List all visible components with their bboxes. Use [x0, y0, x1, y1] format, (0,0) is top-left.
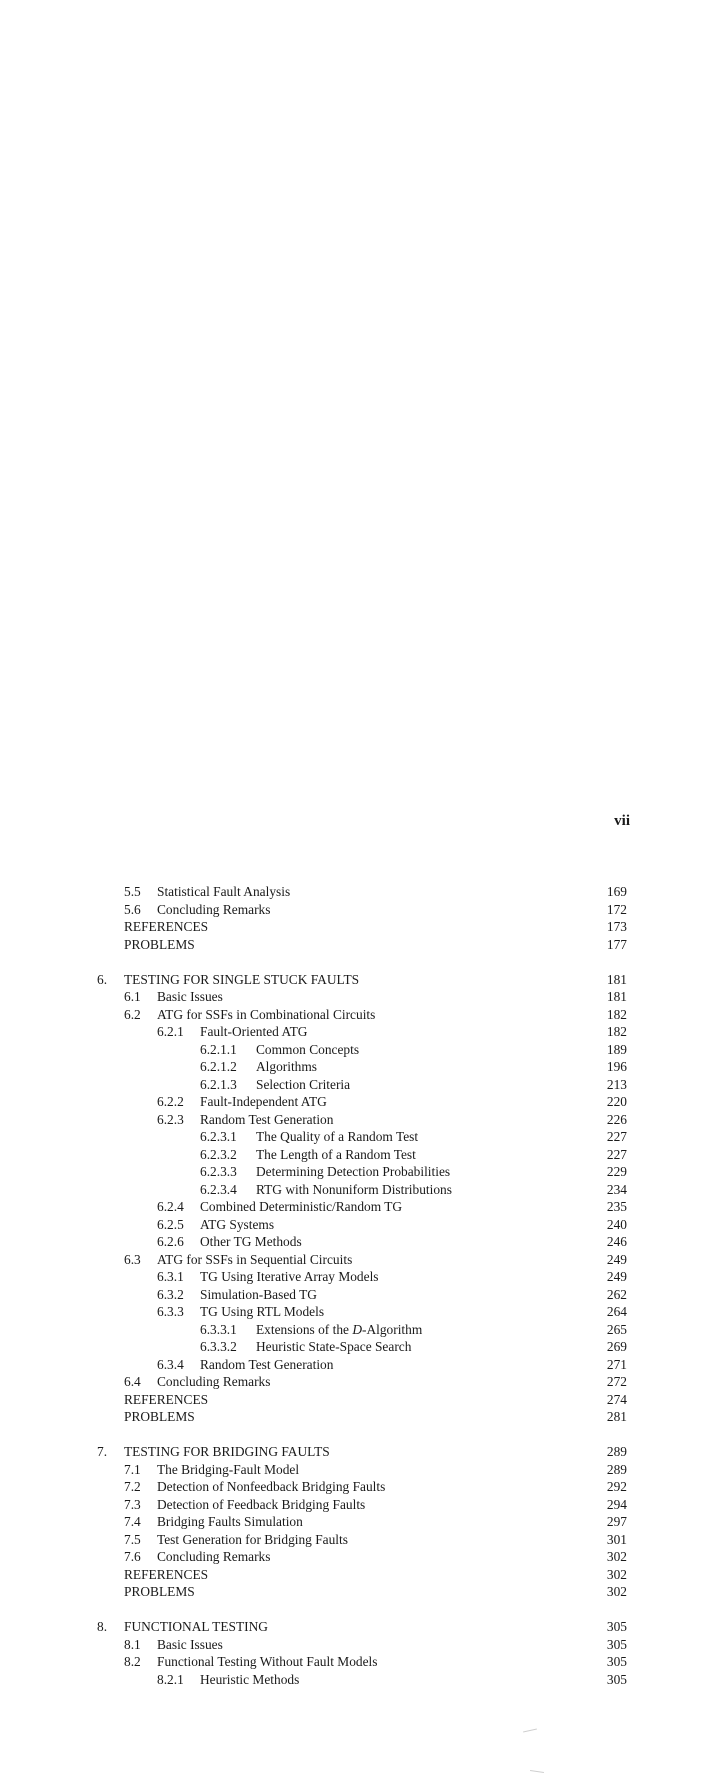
toc-entry-title: TG Using RTL Models [200, 1304, 325, 1319]
toc-entry-number: 6.2.2 [157, 1094, 184, 1109]
toc-entry-page: 305 [606, 1619, 627, 1634]
toc-entry [0, 936, 715, 954]
toc-entry-title: Other TG Methods [200, 1234, 302, 1249]
toc-entry-title: Test Generation for Bridging Faults [157, 1531, 348, 1547]
toc-entry-number: 6.3.1 [157, 1269, 184, 1284]
toc-entry [0, 1181, 715, 1199]
toc-entry-number: 7.2 [124, 1479, 141, 1494]
toc-entry-title: Detection of Nonfeedback Bridging Faults [157, 1479, 386, 1494]
toc-entry [0, 1321, 715, 1339]
toc-entry-title: Random Test Generation [200, 1111, 334, 1127]
toc-entry [0, 918, 715, 936]
toc-entry-title: Simulation-Based TG [200, 1286, 317, 1302]
toc-entry-title: Fault-Oriented ATG [200, 1024, 308, 1039]
toc-entry-number: 6.3.4 [157, 1356, 184, 1372]
toc-entry-number: 6.1 [124, 989, 141, 1004]
toc-entry [0, 1548, 715, 1566]
toc-entry-number: 5.5 [124, 884, 141, 899]
toc-entry-title: Basic Issues [157, 989, 223, 1004]
toc-entry-title: REFERENCES [124, 1391, 209, 1407]
toc-entry-title: Extensions of the D-Algorithm [256, 1321, 423, 1337]
toc-entry [0, 1093, 715, 1111]
toc-entry [0, 1146, 715, 1164]
toc-entry-title: Statistical Fault Analysis [157, 884, 291, 899]
toc-entry-page: 213 [606, 1076, 627, 1092]
toc-entry [0, 901, 715, 919]
toc-entry [0, 883, 715, 901]
toc-entry-page: 189 [606, 1041, 627, 1057]
toc-entry-number: 6.2 [124, 1006, 141, 1022]
toc-entry-number: 6.2.1.1 [200, 1041, 237, 1057]
toc-entry [0, 1041, 715, 1059]
toc-entry [0, 1303, 715, 1321]
toc-entry-number: 6.2.1 [157, 1024, 184, 1039]
toc-entry-number: 7. [97, 1444, 108, 1459]
toc-entry-number: 7.6 [124, 1549, 141, 1564]
toc-entry-page: 281 [606, 1409, 627, 1424]
toc-entry-title: Heuristic State-Space Search [256, 1339, 412, 1354]
scan-mark [523, 1729, 537, 1733]
toc-entry-title: Basic Issues [157, 1636, 223, 1652]
toc-entry-page: 172 [606, 901, 627, 917]
toc-entry [0, 1006, 715, 1024]
toc-entry [0, 1531, 715, 1549]
toc-entry-number: 8. [97, 1619, 108, 1634]
toc-entry-title: REFERENCES [124, 919, 209, 934]
toc-entry [0, 1251, 715, 1269]
toc-entry-title: Algorithms [256, 1059, 318, 1074]
toc-entry-title: Selection Criteria [256, 1076, 351, 1092]
toc-entry [0, 971, 715, 989]
toc-entry-title: Bridging Faults Simulation [157, 1514, 303, 1529]
toc-entry-title: PROBLEMS [124, 936, 195, 952]
toc-entry [0, 1443, 715, 1461]
toc-entry-page: 271 [606, 1356, 627, 1372]
toc-entry-page: 249 [606, 1251, 627, 1267]
toc-entry-number: 6.2.1.2 [200, 1059, 237, 1074]
toc-entry [0, 1566, 715, 1584]
toc-entry-title: Common Concepts [256, 1041, 360, 1057]
toc-entry-title: The Quality of a Random Test [256, 1129, 419, 1144]
toc-entry-number: 6.3.3.1 [200, 1321, 237, 1337]
toc-entry [0, 1163, 715, 1181]
toc-entry-number: 6.3.3.2 [200, 1339, 237, 1354]
toc-entry-number: 6.2.3.4 [200, 1181, 237, 1197]
toc-entry [0, 1058, 715, 1076]
toc-entry [0, 1671, 715, 1689]
toc-entry-page: 269 [606, 1339, 627, 1354]
toc-entry-page: 302 [606, 1584, 627, 1599]
toc-entry-number: 8.2 [124, 1654, 141, 1669]
toc-entry-number: 7.5 [124, 1531, 141, 1547]
toc-entry [0, 1286, 715, 1304]
toc-entry-page: 292 [606, 1479, 627, 1494]
toc-entry-title: Functional Testing Without Fault Models [157, 1654, 378, 1669]
toc-entry-page: 234 [606, 1181, 627, 1197]
scan-mark [530, 1770, 544, 1773]
toc-entry-page: 305 [606, 1636, 627, 1652]
toc-entry [0, 1653, 715, 1671]
toc-entry-title: Concluding Remarks [157, 1374, 271, 1389]
toc-entry-page: 173 [606, 919, 627, 934]
toc-entry-page: 301 [606, 1531, 627, 1547]
toc-entry-number: 6.3 [124, 1251, 141, 1267]
toc-entry-title: Detection of Feedback Bridging Faults [157, 1496, 366, 1512]
toc-entry [0, 1216, 715, 1234]
toc-entry-number: 6.2.5 [157, 1216, 184, 1232]
toc-entry-page: 229 [606, 1164, 627, 1179]
toc-entry-page: 177 [606, 936, 627, 952]
toc-entry-title: Concluding Remarks [157, 901, 271, 917]
toc-entry [0, 1373, 715, 1391]
toc-entry-number: 6.2.3.1 [200, 1129, 237, 1144]
toc-entry-number: 6.2.1.3 [200, 1076, 237, 1092]
toc-entry-number: 6.2.3 [157, 1111, 184, 1127]
toc-entry-title: ATG Systems [200, 1216, 275, 1232]
toc-entry-page: 196 [606, 1059, 627, 1074]
toc-entry-number: 7.1 [124, 1461, 141, 1477]
toc-entry-page: 305 [606, 1654, 627, 1669]
toc-entry-number: 6.2.4 [157, 1199, 184, 1214]
toc-entry-title: Heuristic Methods [200, 1671, 300, 1687]
toc-entry-number: 8.2.1 [157, 1671, 184, 1687]
toc-entry [0, 1128, 715, 1146]
toc-entry-title: TESTING FOR SINGLE STUCK FAULTS [124, 971, 360, 987]
toc-entry-number: 6.4 [124, 1374, 141, 1389]
toc-entry [0, 1338, 715, 1356]
toc-entry [0, 1023, 715, 1041]
toc-entry-page: 289 [606, 1444, 627, 1459]
toc-entry-number: 6.2.3.3 [200, 1164, 237, 1179]
toc-entry-page: 181 [606, 971, 627, 987]
toc-entry-page: 274 [606, 1391, 627, 1407]
toc-entry-page: 294 [606, 1496, 627, 1512]
toc-entry [0, 1478, 715, 1496]
toc-entry [0, 1233, 715, 1251]
toc-entry [0, 1636, 715, 1654]
toc-entry-page: 262 [606, 1286, 627, 1302]
toc-entry-number: 6.3.2 [157, 1286, 184, 1302]
toc-entry-title: Determining Detection Probabilities [256, 1164, 451, 1179]
toc-entry-number: 5.6 [124, 901, 141, 917]
toc-entry-number: 8.1 [124, 1636, 141, 1652]
toc-entry [0, 1076, 715, 1094]
toc-entry-number: 6.2.6 [157, 1234, 184, 1249]
toc-entry-title: Concluding Remarks [157, 1549, 271, 1564]
toc-entry-title: REFERENCES [124, 1566, 209, 1582]
toc-entry-page: 246 [606, 1234, 627, 1249]
toc-entry-title: PROBLEMS [124, 1409, 195, 1424]
toc-entry [0, 1408, 715, 1426]
toc-entry-title: TESTING FOR BRIDGING FAULTS [124, 1444, 330, 1459]
toc-entry [0, 1391, 715, 1409]
toc-entry [0, 1111, 715, 1129]
table-of-contents [0, 883, 715, 1688]
toc-entry-page: 272 [606, 1374, 627, 1389]
toc-entry-title: ATG for SSFs in Sequential Circuits [157, 1251, 353, 1267]
toc-entry [0, 1461, 715, 1479]
toc-entry-title: RTG with Nonuniform Distributions [256, 1181, 452, 1197]
toc-entry-number: 6.3.3 [157, 1304, 184, 1319]
toc-entry-number: 6. [97, 971, 108, 987]
toc-entry-title: Fault-Independent ATG [200, 1094, 327, 1109]
toc-entry-title: TG Using Iterative Array Models [200, 1269, 379, 1284]
toc-entry-title: The Length of a Random Test [256, 1146, 416, 1162]
toc-entry-title: Combined Deterministic/Random TG [200, 1199, 403, 1214]
toc-entry-page: 227 [606, 1129, 627, 1144]
toc-entry-title: PROBLEMS [124, 1584, 195, 1599]
toc-entry-page: 249 [606, 1269, 627, 1284]
toc-entry [0, 1496, 715, 1514]
toc-entry-page: 302 [606, 1549, 627, 1564]
toc-entry-page: 227 [606, 1146, 627, 1162]
toc-entry-page: 226 [606, 1111, 627, 1127]
toc-entry [0, 1618, 715, 1636]
page-number: vii [614, 813, 630, 829]
toc-entry-page: 297 [606, 1514, 627, 1529]
toc-entry [0, 988, 715, 1006]
toc-entry [0, 1513, 715, 1531]
toc-entry-title: The Bridging-Fault Model [157, 1461, 300, 1477]
toc-entry [0, 1356, 715, 1374]
toc-entry-page: 220 [606, 1094, 627, 1109]
toc-entry-page: 302 [606, 1566, 627, 1582]
toc-entry-page: 305 [606, 1671, 627, 1687]
toc-entry-page: 182 [606, 1006, 627, 1022]
toc-entry-title: ATG for SSFs in Combinational Circuits [157, 1006, 376, 1022]
toc-entry [0, 1583, 715, 1601]
toc-entry-page: 182 [606, 1024, 627, 1039]
toc-entry-number: 7.4 [124, 1514, 141, 1529]
toc-entry-page: 240 [606, 1216, 627, 1232]
toc-entry [0, 1198, 715, 1216]
toc-entry-page: 289 [606, 1461, 627, 1477]
toc-entry [0, 1268, 715, 1286]
toc-entry-page: 181 [606, 989, 627, 1004]
toc-entry-number: 6.2.3.2 [200, 1146, 237, 1162]
toc-entry-number: 7.3 [124, 1496, 141, 1512]
toc-entry-page: 265 [606, 1321, 627, 1337]
toc-entry-page: 264 [606, 1304, 627, 1319]
toc-entry-page: 235 [606, 1199, 627, 1214]
toc-entry-title: Random Test Generation [200, 1356, 334, 1372]
toc-entry-title: FUNCTIONAL TESTING [124, 1619, 268, 1634]
toc-entry-page: 169 [606, 884, 627, 899]
